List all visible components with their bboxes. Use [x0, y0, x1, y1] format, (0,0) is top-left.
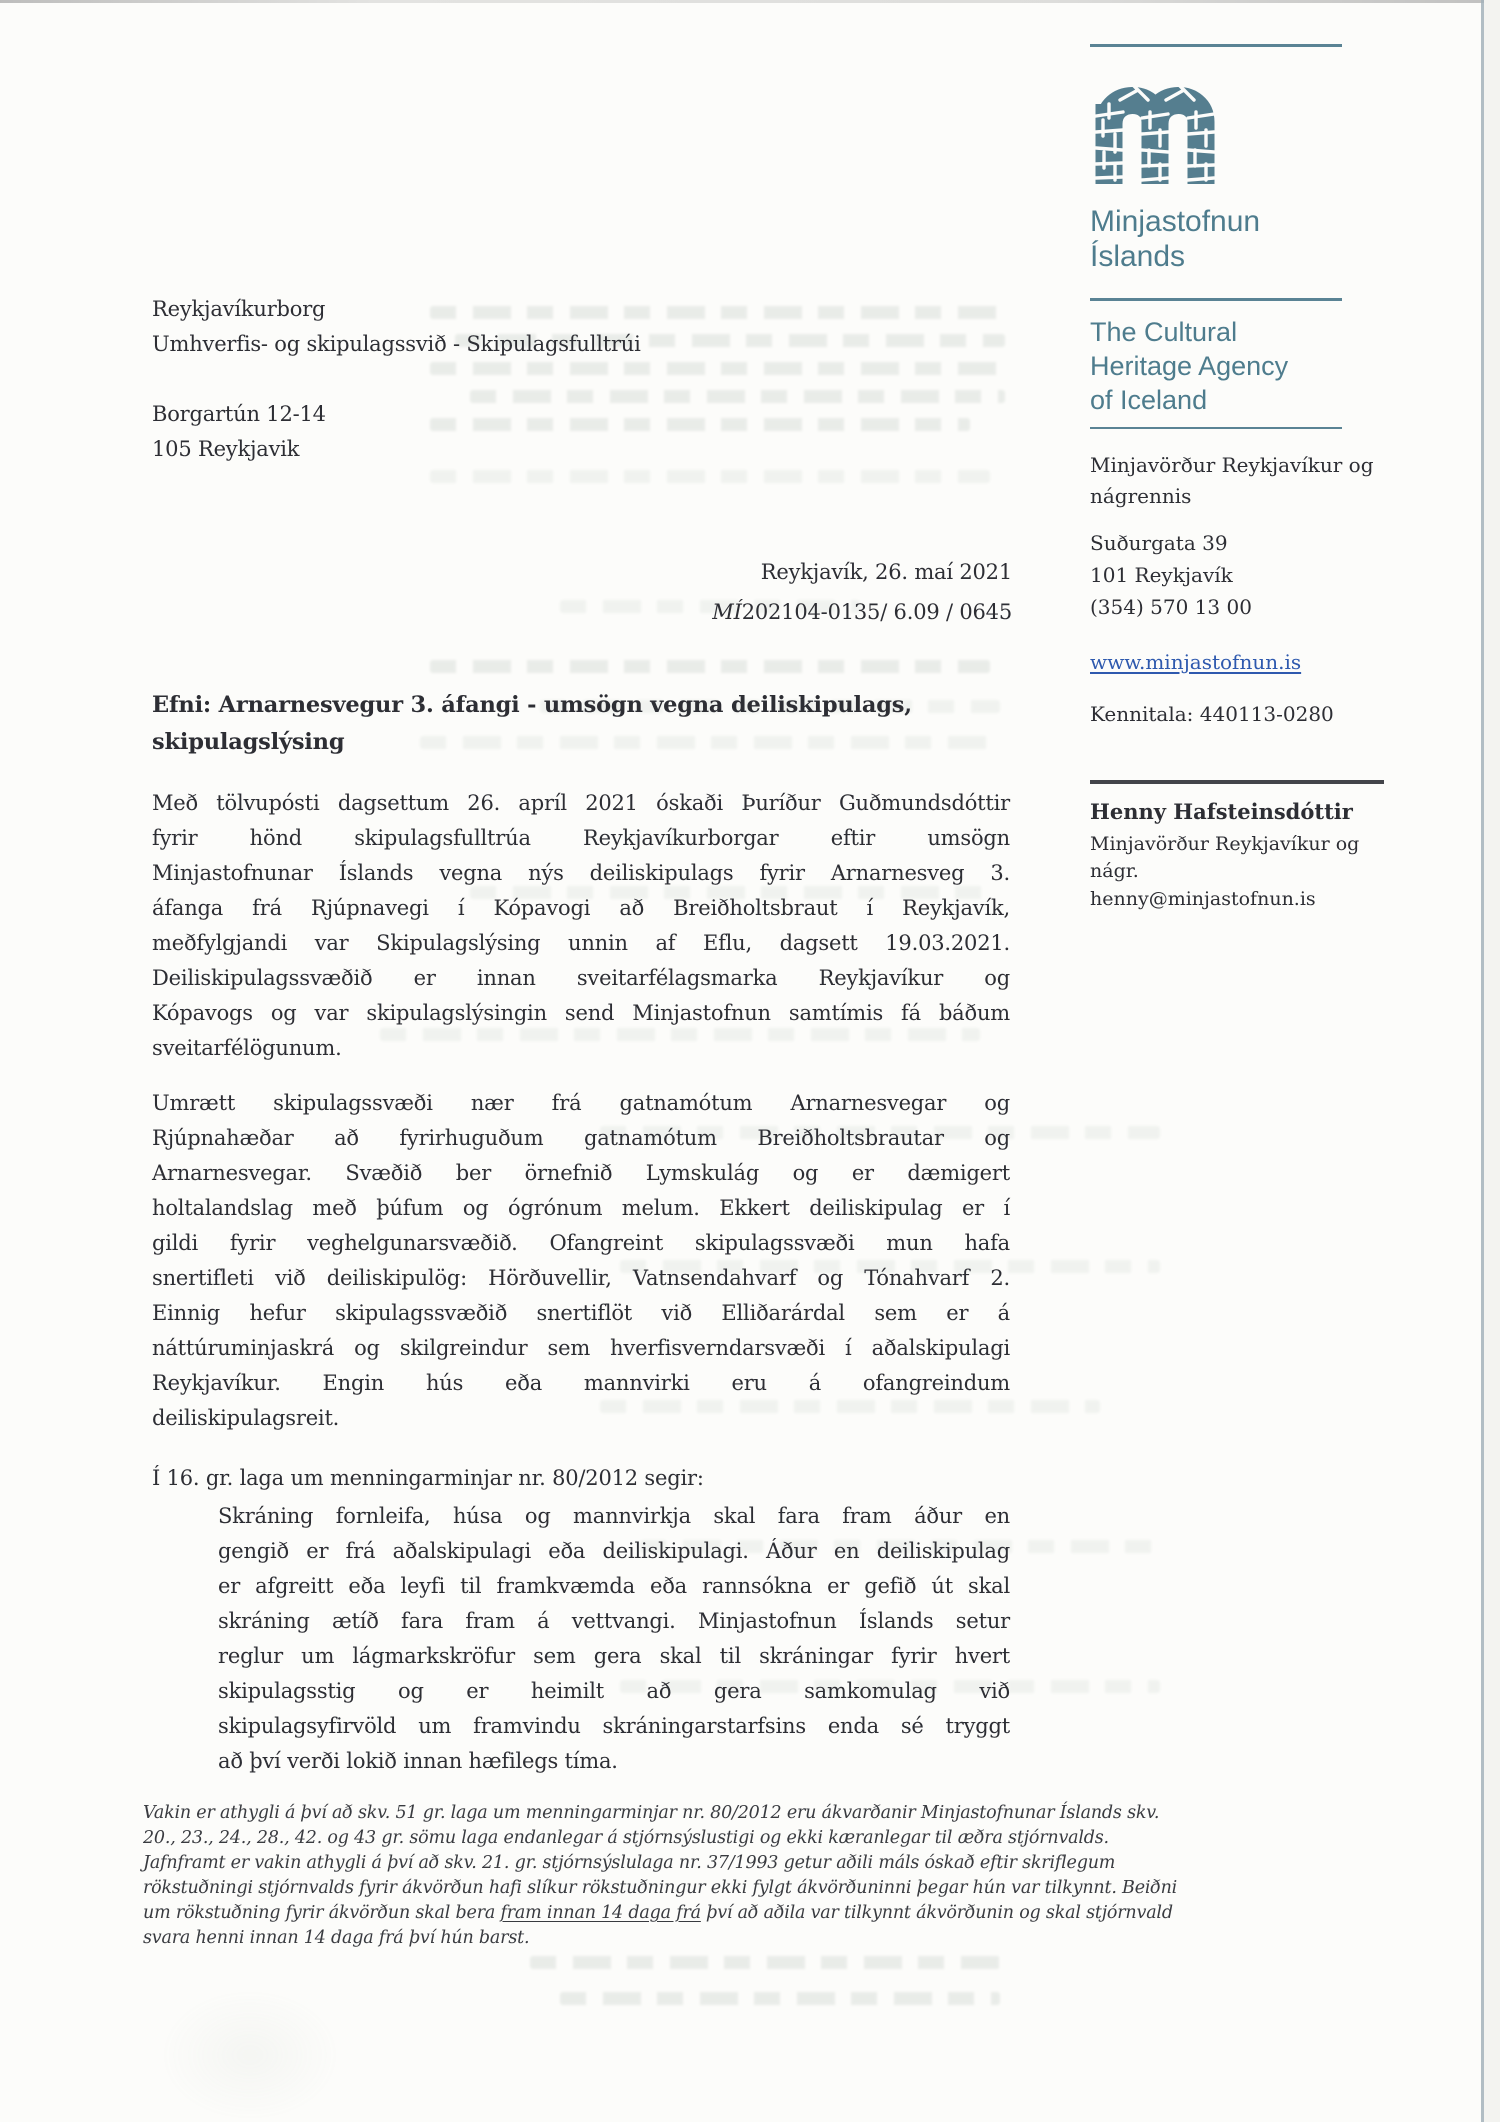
bleedthrough-mark: [430, 362, 1005, 375]
bleedthrough-mark: [560, 1992, 1000, 2005]
text-line: Efni: Arnarnesvegur 3. áfangi - umsögn vegna deiliskipulags,: [152, 692, 912, 718]
letterhead-rule-mid: [1090, 298, 1342, 301]
text-line: Reykjavíkur. Engin hús eða mannvirki eru á ofangreindum: [152, 1371, 1010, 1395]
text-line: Íslands: [1090, 240, 1186, 273]
text-line: Umrætt skipulagssvæði nær frá gatnamótum Arnarnesvegar og: [152, 1091, 1010, 1115]
text-line: The Cultural: [1090, 317, 1238, 347]
text-line: Minjavörður Reykjavíkur og: [1090, 833, 1360, 855]
body-paragraph-1: [152, 786, 1010, 1066]
dateline: [420, 552, 1012, 632]
regional-office-name: [1090, 450, 1410, 512]
reference-number: [420, 592, 1012, 632]
text-line: 105 Reykjavik: [152, 437, 300, 461]
text-line: reglur um lágmarkskröfur sem gera skal til skráningar fyrir hvert: [218, 1644, 1010, 1668]
text-line: Heritage Agency: [1090, 351, 1289, 381]
underlined-phrase: fram innan 14 daga frá: [500, 1903, 701, 1923]
scan-edge-right: [1481, 0, 1484, 2122]
text-line: Vakin er athygli á því að skv. 51 gr. laga um menningarminjar nr. 80/2012 eru ákvarðanir Minjastofnunar Íslands skv.: [143, 1803, 1160, 1823]
bleedthrough-mark: [530, 1956, 1000, 1969]
text-line: Borgartún 12-14: [152, 402, 326, 426]
text-line: Reykjavíkurborg: [152, 297, 326, 321]
text-line: skráning ætíð fara fram á vettvangi. Minjastofnun Íslands setur: [218, 1609, 1010, 1633]
minjastofnun-m-mosaic-logo-icon: [1090, 60, 1248, 188]
text-line: 20., 23., 24., 28., 42. og 43 gr. sömu laga endanlegar á stjórnsýslustigi og ekki kæranlegar til æðra stjórnvalds.: [143, 1828, 1109, 1848]
scan-edge-top: [0, 0, 1500, 3]
text-line: Minjavörður Reykjavíkur og: [1090, 453, 1374, 477]
text-line: skipulagsstig og er heimilt að gera samkomulag við: [218, 1679, 1010, 1703]
text-line: Suðurgata 39: [1090, 531, 1228, 555]
text-line: snertifleti við deiliskipulög: Hörðuvellir, Vatnsendahvarf og Tónahvarf 2.: [152, 1266, 1010, 1290]
ref-prefix: MÍ: [712, 600, 742, 624]
ref-digits: 202104-0135/ 6.09 / 0645: [741, 600, 1012, 624]
text-line: rökstuðningi stjórnvalds fyrir ákvörðun hafi slíkur rökstuðningur ekki fylgt ákvörðuninni þegar hún var tilkynnt. Beiðni: [143, 1878, 1178, 1898]
text-line: gengið er frá aðalskipulagi eða deiliskipulagi. Áður en deiliskipulag: [218, 1539, 1010, 1563]
text-line: Umhverfis- og skipulagssvið - Skipulagsfulltrúi: [152, 332, 641, 356]
agency-website: [1090, 650, 1301, 674]
text-line: Deiliskipulagssvæðið er innan sveitarfélagsmarka Reykjavíkur og: [152, 966, 1010, 990]
text-line: er afgreitt eða leyfi til framkvæmda eða rannsókna er gefið út skal: [218, 1574, 1010, 1598]
kennitala-id: Kennitala: 440113-0280: [1090, 702, 1334, 726]
bleedthrough-mark: [430, 470, 990, 483]
contact-title: [1090, 831, 1390, 885]
contact-divider-rule: [1090, 780, 1384, 784]
text-line: skipulagsyfirvöld um framvindu skráningarstarfsins enda sé tryggt: [218, 1714, 1010, 1738]
text-line: Einnig hefur skipulagssvæðið snertiflöt við Elliðarárdal sem er á: [152, 1301, 1010, 1325]
text-line: deiliskipulagsreit.: [152, 1406, 340, 1430]
text-line: Minjastofnunar Íslands vegna nýs deiliskipulags fyrir Arnarnesveg 3.: [152, 861, 1010, 885]
recipient-address: [152, 397, 872, 467]
text-line: meðfylgjandi var Skipulagslýsing unnin af Eflu, dagsett 19.03.2021.: [152, 931, 1010, 955]
text-line: náttúruminjaskrá og skilgreindur sem hverfisverndarsvæði í aðalskipulagi: [152, 1336, 1010, 1360]
contact-email[interactable]: henny@minjastofnun.is: [1090, 888, 1316, 910]
agency-address: [1090, 527, 1410, 623]
place-and-date: Reykjavík, 26. maí 2021: [760, 560, 1012, 584]
text-line: svara henni innan 14 daga frá því hún barst.: [143, 1928, 530, 1948]
text-line: nágr.: [1090, 860, 1139, 882]
scan-smudge: [120, 1960, 380, 2122]
text-line: 101 Reykjavík: [1090, 563, 1233, 587]
recipient-block: [152, 292, 872, 362]
text-line: að því verði lokið innan hæfilegs tíma.: [218, 1749, 618, 1773]
text-line: um rökstuðning fyrir ákvörðun skal bera fram innan 14 daga frá því að aðila var tilkynnt ákvörðunin og skal stjórnvald: [143, 1903, 1173, 1923]
scan-margin-strip: [1484, 0, 1500, 2122]
text-line: sveitarfélögunum.: [152, 1036, 342, 1060]
agency-name-english: [1090, 315, 1390, 417]
text-line: fyrir hönd skipulagsfulltrúa Reykjavíkurborgar eftir umsögn: [152, 826, 1010, 850]
text-line: gildi fyrir veghelgunarsvæðið. Ofangreint skipulagssvæði mun hafa: [152, 1231, 1010, 1255]
text-line: Skráning fornleifa, húsa og mannvirkja skal fara fram áður en: [218, 1504, 1010, 1528]
text-line: Kópavogs og var skipulagslýsingin send Minjastofnun samtímis fá báðum: [152, 1001, 1010, 1025]
website-link[interactable]: www.minjastofnun.is: [1090, 650, 1302, 674]
text-line: Arnarnesvegar. Svæðið ber örnefnið Lymskulág og er dæmigert: [152, 1161, 1010, 1185]
text-line: Minjastofnun: [1090, 205, 1261, 238]
law-quote-block: [218, 1499, 1010, 1779]
legal-footnote: [143, 1801, 1178, 1951]
letterhead-rule-office: [1090, 427, 1342, 429]
subject-line: [152, 687, 1022, 761]
text-line: of Iceland: [1090, 385, 1208, 415]
agency-name-icelandic: [1090, 204, 1390, 274]
bleedthrough-mark: [430, 660, 990, 673]
text-line: skipulagslýsing: [152, 729, 345, 755]
text-line: áfanga frá Rjúpnavegi í Kópavogi að Breiðholtsbraut í Reykjavík,: [152, 896, 1010, 920]
contact-name: Henny Hafsteinsdóttir: [1090, 799, 1353, 824]
text-line: Jafnframt er vakin athygli á því að skv. 21. gr. stjórnsýslulaga nr. 37/1993 getur aðili máls óskað eftir skriflegum: [143, 1853, 1116, 1873]
text-line: (354) 570 13 00: [1090, 595, 1252, 619]
text-line: nágrennis: [1090, 484, 1192, 508]
letterhead-rule-top: [1090, 44, 1342, 47]
text-line: holtalandslag með þúfum og ógrónum melum. Ekkert deiliskipulag er í: [152, 1196, 1010, 1220]
body-paragraph-2: [152, 1086, 1010, 1436]
text-line: Rjúpnahæðar að fyrirhuguðum gatnamótum Breiðholtsbrautar og: [152, 1126, 1010, 1150]
text-line: Með tölvupósti dagsettum 26. apríl 2021 óskaði Þuríður Guðmundsdóttir: [152, 791, 1010, 815]
law-reference-intro: Í 16. gr. laga um menningarminjar nr. 80/2012 segir:: [152, 1466, 704, 1490]
